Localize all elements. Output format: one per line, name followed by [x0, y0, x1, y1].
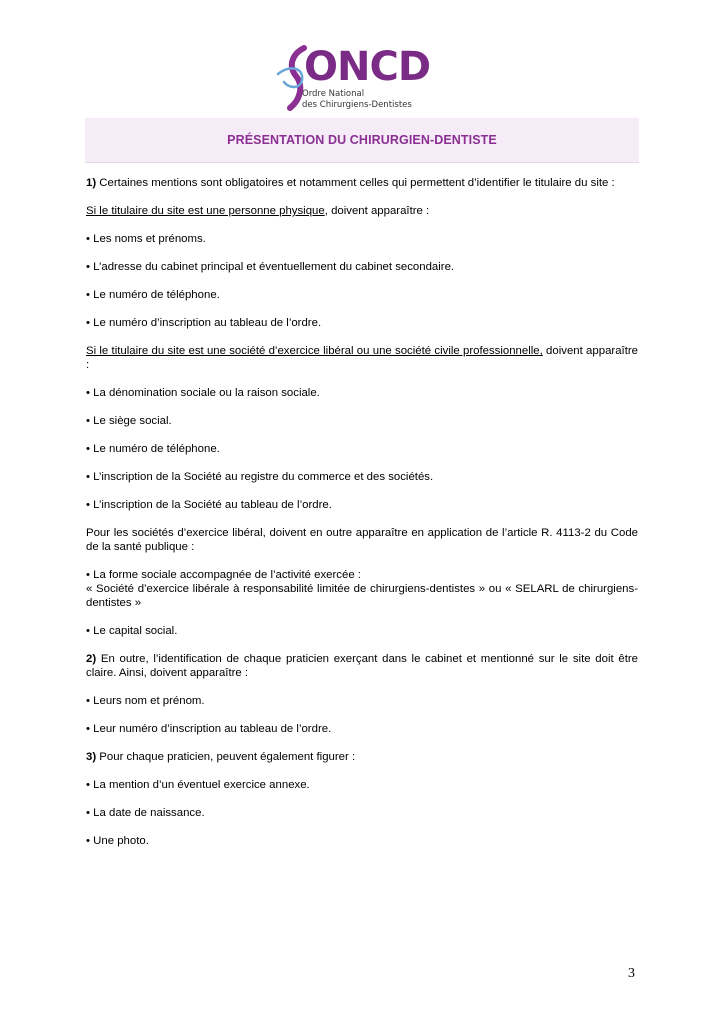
page-number: 3 [628, 966, 635, 981]
list-item: • Les noms et prénoms. [86, 233, 206, 245]
page-title: PRÉSENTATION DU CHIRURGIEN-DENTISTE [227, 133, 497, 147]
logo-subtitle-line1: Ordre National [302, 89, 365, 99]
section1-number: 1) [86, 177, 97, 189]
forme-sociale-example: « Société d’exercice libérale à responsabilité limitée de chirurgiens-dentistes » ou « SELARL de chirurgiens-dentistes » [86, 583, 638, 609]
list-item: • L’inscription de la Société au tableau de l’ordre. [86, 499, 332, 511]
list-item: • Le capital social. [86, 625, 178, 637]
list-item: • Le numéro de téléphone. [86, 443, 220, 455]
physique-heading [86, 204, 638, 218]
section2-number: 2) [86, 653, 97, 665]
section3-intro-text: Pour chaque praticien, peuvent également figurer : [96, 751, 356, 763]
logo-wordmark: ONCD [304, 44, 431, 90]
list-item: • Le siège social. [86, 415, 172, 427]
physique-heading-suffix: , doivent apparaître : [324, 205, 430, 217]
list-item: • Une photo. [86, 835, 149, 847]
forme-sociale-item: • La forme sociale accompagnée de l’activité exercée : [86, 569, 361, 581]
list-item: • La date de naissance. [86, 807, 205, 819]
list-item: • Leur numéro d’inscription au tableau de l’ordre. [86, 723, 332, 735]
list-item: • La dénomination sociale ou la raison sociale. [86, 387, 320, 399]
logo-subtitle [302, 89, 412, 111]
societe-heading-suffix: doivent apparaître : [86, 345, 638, 371]
physique-heading-underlined: Si le titulaire du site est une personne physique [86, 205, 325, 217]
sel-paragraph: Pour les sociétés d’exercice libéral, doivent en outre apparaître en application de l’article R. 4113-2 du Code de la santé publique : [86, 527, 638, 553]
list-item: • Le numéro d’inscription au tableau de l’ordre. [86, 317, 322, 329]
list-item: • La mention d’un éventuel exercice annexe. [86, 779, 310, 791]
document-body [86, 176, 638, 862]
title-banner [85, 118, 639, 163]
logo-subtitle-line2: des Chirurgiens-Dentistes [302, 100, 412, 110]
section3-intro [86, 750, 638, 764]
forme-sociale-block [86, 568, 638, 610]
section2-intro-text: En outre, l’identification de chaque praticien exerçant dans le cabinet et mentionné sur le site doit être claire. Ainsi, doivent apparaître : [86, 653, 638, 679]
section2-intro [86, 652, 638, 680]
list-item: • L’adresse du cabinet principal et éventuellement du cabinet secondaire. [86, 261, 455, 273]
list-item: • Le numéro de téléphone. [86, 289, 220, 301]
list-item: • L’inscription de la Société au registre du commerce et des sociétés. [86, 471, 434, 483]
section1-intro-text: Certaines mentions sont obligatoires et notamment celles qui permettent d’identifier le titulaire du site : [96, 177, 615, 189]
societe-heading [86, 344, 638, 372]
list-item: • Leurs nom et prénom. [86, 695, 205, 707]
societe-heading-underlined: Si le titulaire du site est une société d’exercice libéral ou une société civile professionnelle, [86, 345, 543, 357]
section1-intro [86, 176, 638, 190]
section3-number: 3) [86, 751, 97, 763]
